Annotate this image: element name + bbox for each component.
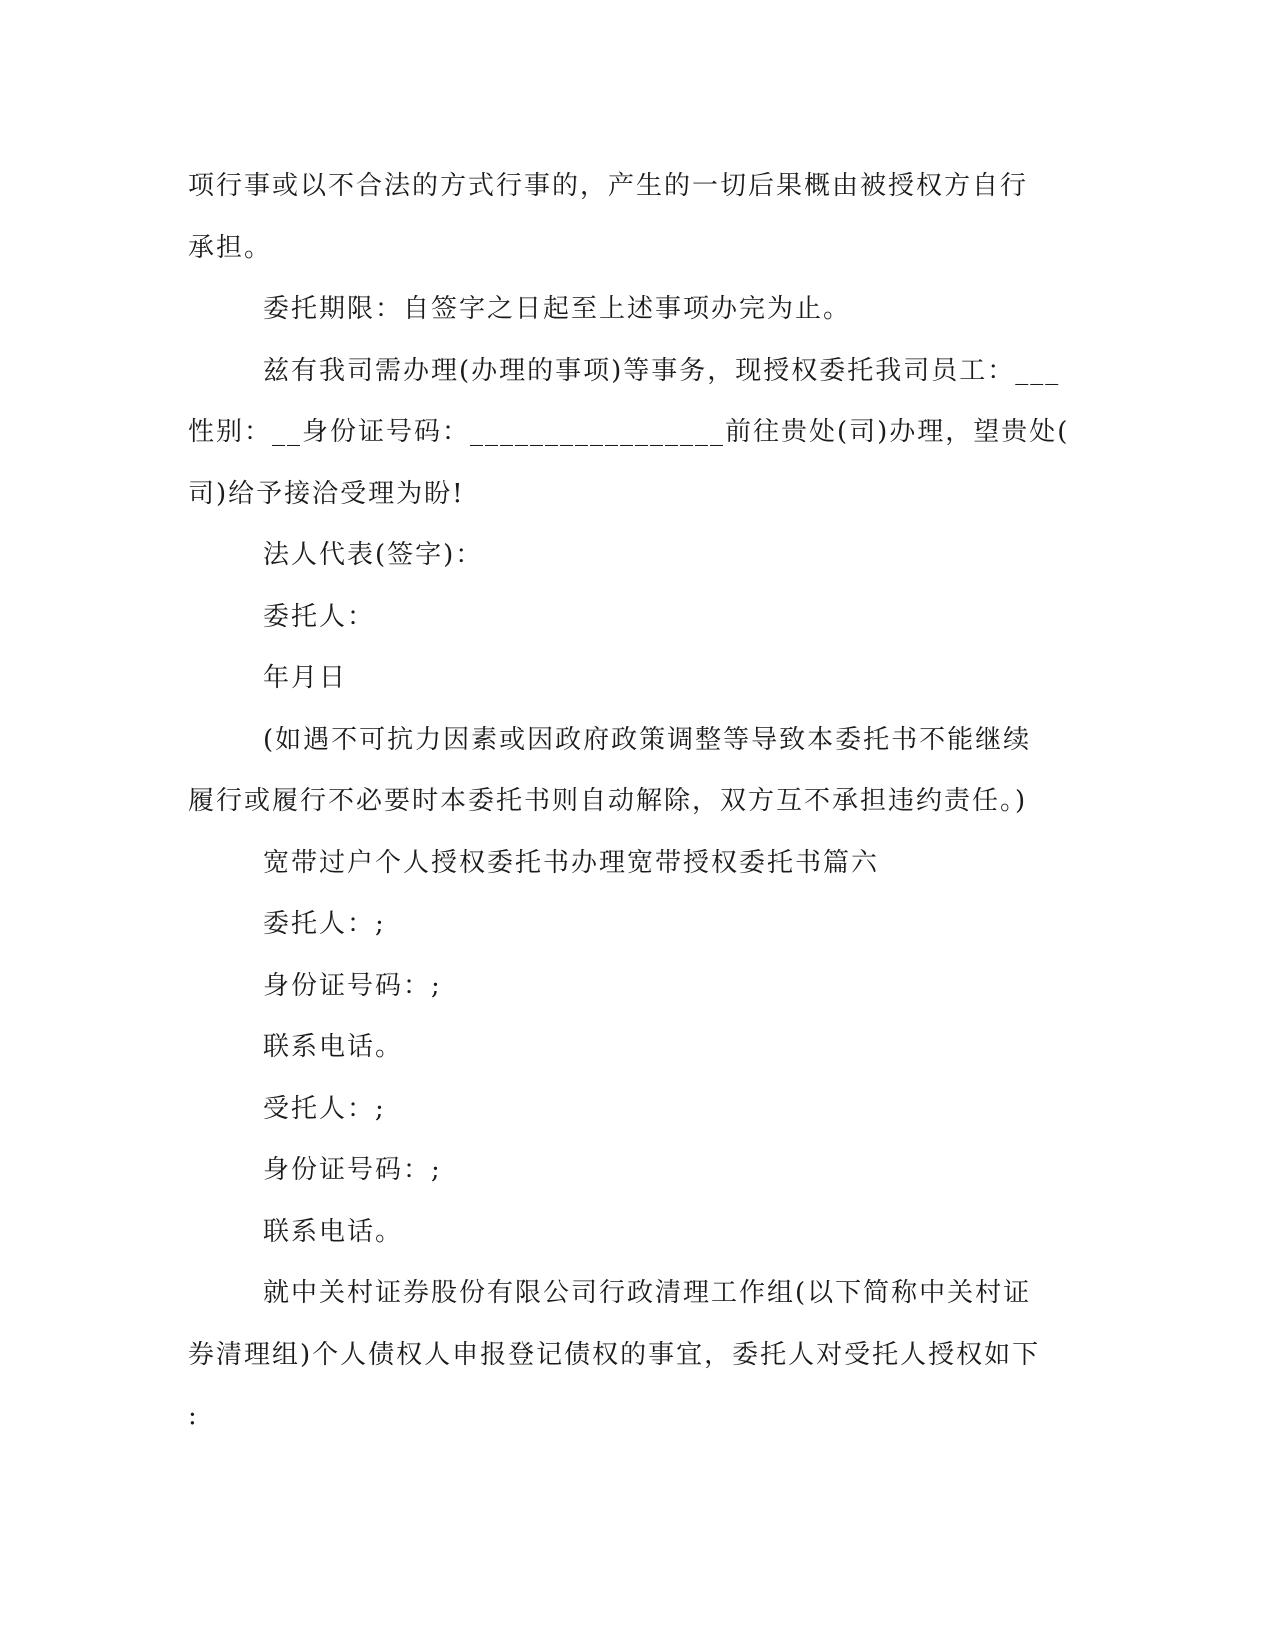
section-heading: 宽带过户个人授权委托书办理宽带授权委托书篇六 xyxy=(263,847,880,878)
date-label: 年月日 xyxy=(263,663,348,693)
text-line: : xyxy=(188,1401,199,1431)
text-line: 履行或履行不必要时本委托书则自动解除，双方互不承担违约责任。) xyxy=(188,786,1028,816)
text-line: 司)给予接洽受理为盼! xyxy=(188,478,465,509)
signature-label: 法人代表(签字)： xyxy=(263,540,484,570)
text-line: 委托期限：自签字之日起至上述事项办完为止。 xyxy=(263,294,852,324)
phone-label: 联系电话。 xyxy=(263,1032,404,1062)
text-line: 券清理组)个人债权人申报登记债权的事宜，委托人对受托人授权如下 xyxy=(188,1339,1041,1370)
principal-label: 委托人：; xyxy=(263,909,386,939)
document-body xyxy=(188,156,1078,1448)
text-line: 性别：__身份证号码：_________________前往贵处(司)办理，望贵处( xyxy=(188,417,1070,447)
agent-label: 受托人：; xyxy=(263,1093,386,1124)
text-line: 项行事或以不合法的方式行事的，产生的一切后果概由被授权方自行 xyxy=(188,171,1029,201)
text-line: 承担。 xyxy=(188,232,273,263)
principal-label: 委托人： xyxy=(263,601,376,632)
text-line: 兹有我司需办理(办理的事项)等事务，现授权委托我司员工：___ xyxy=(263,355,1061,386)
id-number-label: 身份证号码：; xyxy=(263,970,442,1001)
text-line: (如遇不可抗力因素或因政府政策调整等导致本委托书不能继续 xyxy=(263,724,1032,755)
text-line: 就中关村证券股份有限公司行政清理工作组(以下简称中关村证 xyxy=(263,1278,1032,1308)
id-number-label: 身份证号码：; xyxy=(263,1155,442,1185)
phone-label: 联系电话。 xyxy=(263,1216,404,1247)
